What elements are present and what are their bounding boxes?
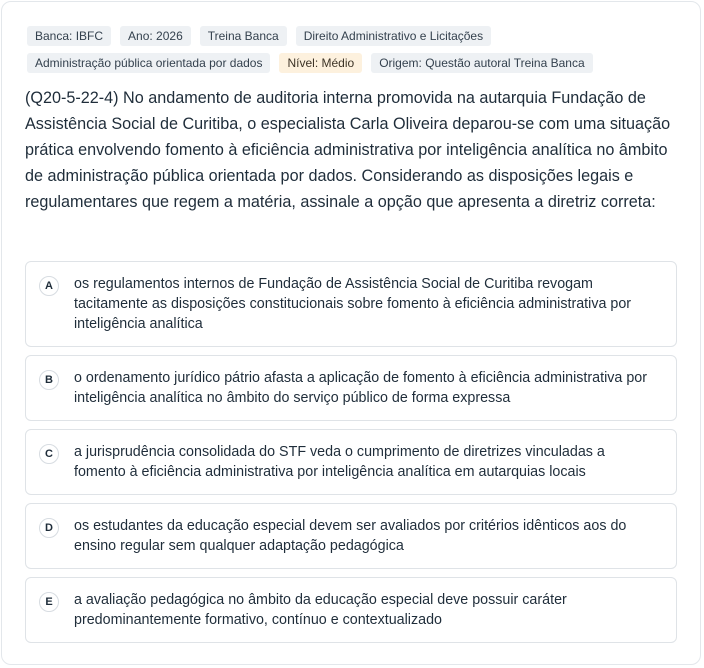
tag-banca: Banca: IBFC [27, 26, 111, 46]
question-text: (Q20-5-22-4) No andamento de auditoria interna promovida na autarquia Fundação de Assistência Social de Curitiba, o especialista Carla Oliveira deparou-se com uma situação prática envolvendo fomento à eficiência administrativa por inteligência analítica no âmbito de administração pública orientada por dados. Considerando as disposições legais e regulamentares que regem a matéria, assinale a opção que apresenta a diretriz correta: [25, 89, 671, 211]
option-text: os regulamentos internos de Fundação de Assistência Social de Curitiba revogam tacitamente as disposições constitucionais sobre fomento à eficiência administrativa por inteligência analítica [74, 276, 632, 332]
option-letter-badge: B [39, 370, 59, 390]
option-d[interactable] [25, 503, 677, 569]
option-c[interactable] [25, 429, 677, 495]
tag-topic: Administração pública orientada por dados [27, 53, 270, 73]
option-text: os estudantes da educação especial devem ser avaliados por critérios idênticos aos do ensino regular sem qualquer adaptação pedagógica [74, 518, 627, 554]
tag-level: Nível: Médio [279, 53, 362, 73]
tag-treina-banca: Treina Banca [200, 26, 287, 46]
option-text: a avaliação pedagógica no âmbito da educação especial deve possuir caráter predominantemente formativo, contínuo e contextualizado [74, 592, 567, 628]
option-b[interactable] [25, 355, 677, 421]
option-letter-badge: D [39, 518, 59, 538]
option-letter-badge: E [39, 592, 59, 612]
option-text: a jurisprudência consolidada do STF veda o cumprimento de diretrizes vinculadas a fomento à eficiência administrativa por inteligência analítica em autarquias locais [74, 444, 605, 480]
tag-origin: Origem: Questão autoral Treina Banca [371, 53, 592, 73]
option-a[interactable] [25, 261, 677, 347]
option-e[interactable] [25, 577, 677, 643]
tag-row [27, 53, 687, 73]
option-text: o ordenamento jurídico pátrio afasta a aplicação de fomento à eficiência administrativa por inteligência analítica no âmbito do serviço público de forma expressa [74, 370, 647, 406]
tag-subject: Direito Administrativo e Licitações [296, 26, 491, 46]
tag-ano: Ano: 2026 [120, 26, 191, 46]
option-letter-badge: A [39, 276, 59, 296]
tag-list [27, 26, 687, 80]
tag-row [27, 26, 687, 46]
option-letter-badge: C [39, 444, 59, 464]
